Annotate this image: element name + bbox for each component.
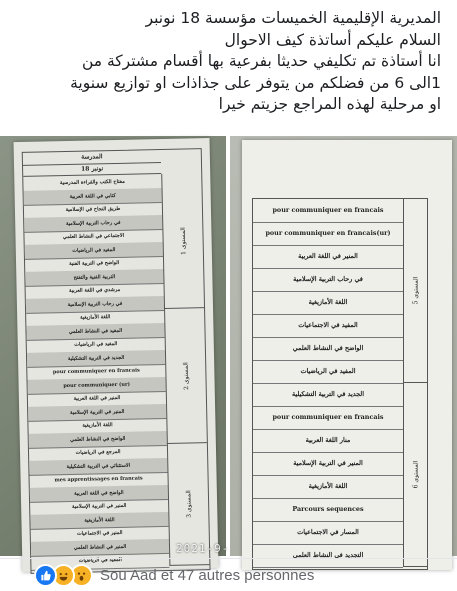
table-row: طريق النجاح في الإسلامية <box>24 201 162 219</box>
table-row: في رحاب التربية الإسلامية <box>24 215 162 233</box>
table-row: في رحاب التربية الإسلامية <box>26 295 164 313</box>
reactions-bar[interactable] <box>0 558 457 591</box>
table-row: المنير في التربية الإسلامية <box>30 498 168 516</box>
schedule-table <box>22 148 211 574</box>
level-label: المستوى 2 <box>164 308 207 444</box>
table-row: منار اللغة العربية <box>253 429 403 453</box>
table-row: المرجع في الرياضيات <box>29 444 167 462</box>
table-row: التجديد في النشاط العلمي <box>253 544 403 568</box>
table-header-title: المدرسة <box>23 150 161 166</box>
table-row: Parcours sequences <box>253 498 403 522</box>
table-row: المنير في النشاط العلمي <box>31 538 169 556</box>
post-photos[interactable] <box>0 136 457 564</box>
level-label: المستوى 5 <box>403 199 427 383</box>
reactions-summary[interactable]: Sou Aad et 47 autres personnes <box>100 566 315 584</box>
level-label: المستوى 3 <box>167 443 210 565</box>
post-line: او مرحلية لهذه المراجع جزيتم خيرا <box>218 95 441 113</box>
table-row: اللغة الأمازيغية <box>30 511 168 529</box>
table-row: المفيد في الرياضيات <box>31 552 169 570</box>
table-row: pour communiquer en francais <box>27 363 165 381</box>
table-row: pour communiquer en francais(ur) <box>253 222 403 246</box>
table-row: mes apprentissages en francais <box>29 471 167 489</box>
table-row: اللغة الأمازيغية <box>253 475 403 499</box>
table-row: اللغة الأمازيغية <box>253 291 403 315</box>
table-row: المنير في اللغة العربية <box>253 245 403 269</box>
table-header-sub: 18 نونبر <box>23 162 161 177</box>
level-label: المستوى 6 <box>403 383 427 567</box>
photo-left[interactable] <box>0 136 226 564</box>
table-row: المفيد في الرياضيات <box>25 241 163 259</box>
table-row: المنير في التربية الإسلامية <box>253 452 403 476</box>
table-row: الجديد في التربية التشكيلية <box>253 383 403 407</box>
table-row: الواضح في النشاط العلمي <box>253 337 403 361</box>
table-row: كتابي في اللغة العربية <box>24 188 162 206</box>
post-line: السلام عليكم أساتذة كيف الاحوال <box>224 30 441 49</box>
table-row: الاستثنائي في التربية التشكيلية <box>29 457 167 475</box>
schedule-table <box>252 198 428 570</box>
table-row: المفيد في الرياضيات <box>27 336 165 354</box>
post-line: 1الى 6 من فضلكم من يتوفر على جذاذات او توازيع سنوية <box>70 73 441 92</box>
like-icon <box>34 564 57 587</box>
level-label: المستوى 1 <box>161 173 204 309</box>
table-row: في رحاب التربية الإسلامية <box>253 268 403 292</box>
table-row: الواضح في التربية الفنية <box>25 255 163 273</box>
table-row: المنير في التربية الإسلامية <box>28 403 166 421</box>
table-row: الواضح في النشاط العلمي <box>29 430 167 448</box>
table-row: الواضح في اللغة العربية <box>30 484 168 502</box>
table-row: pour communiquer (ur) <box>27 376 165 394</box>
post-text <box>11 8 441 116</box>
table-row: المفيد في النشاط العلمي <box>26 322 164 340</box>
table-row: اللغة الأمازيغية <box>28 417 166 435</box>
table-row: اللغة الأمازيغية <box>26 309 164 327</box>
post-line: انا أستاذة تم تكليفي حديثا بفرعية بها أقسام مشتركة من <box>81 52 441 70</box>
table-row: المفيد في الرياضيات <box>253 360 403 384</box>
table-row: pour communiquer en francais <box>253 406 403 430</box>
table-row: المفيد في الاجتماعيات <box>253 314 403 338</box>
post-line: المديرية الإقليمية الخميسات مؤسسة 18 نونبر <box>145 9 441 27</box>
table-row: مفتاح الكتب والقراءة المدرسية <box>23 174 161 192</box>
reaction-icons[interactable] <box>34 564 88 587</box>
table-row: الاجتماعي في النشاط العلمي <box>24 228 162 246</box>
table-row: مرشدي في اللغة العربية <box>26 282 164 300</box>
table-row: المسار في الاجتماعيات <box>253 521 403 545</box>
table-row: المنير في اللغة العربية <box>28 390 166 408</box>
paper-sheet <box>14 138 219 572</box>
paper-sheet <box>242 140 452 570</box>
table-row: pour communiquer en francais <box>253 199 403 223</box>
table-row: التربية الفنية والتفتح <box>25 268 163 286</box>
photo-right[interactable] <box>230 136 457 559</box>
table-row: الجديد في التربية التشكيلية <box>27 349 165 367</box>
table-row: المنير في الاجتماعيات <box>31 525 169 543</box>
photo-timestamp: 2021-9- <box>176 542 230 555</box>
